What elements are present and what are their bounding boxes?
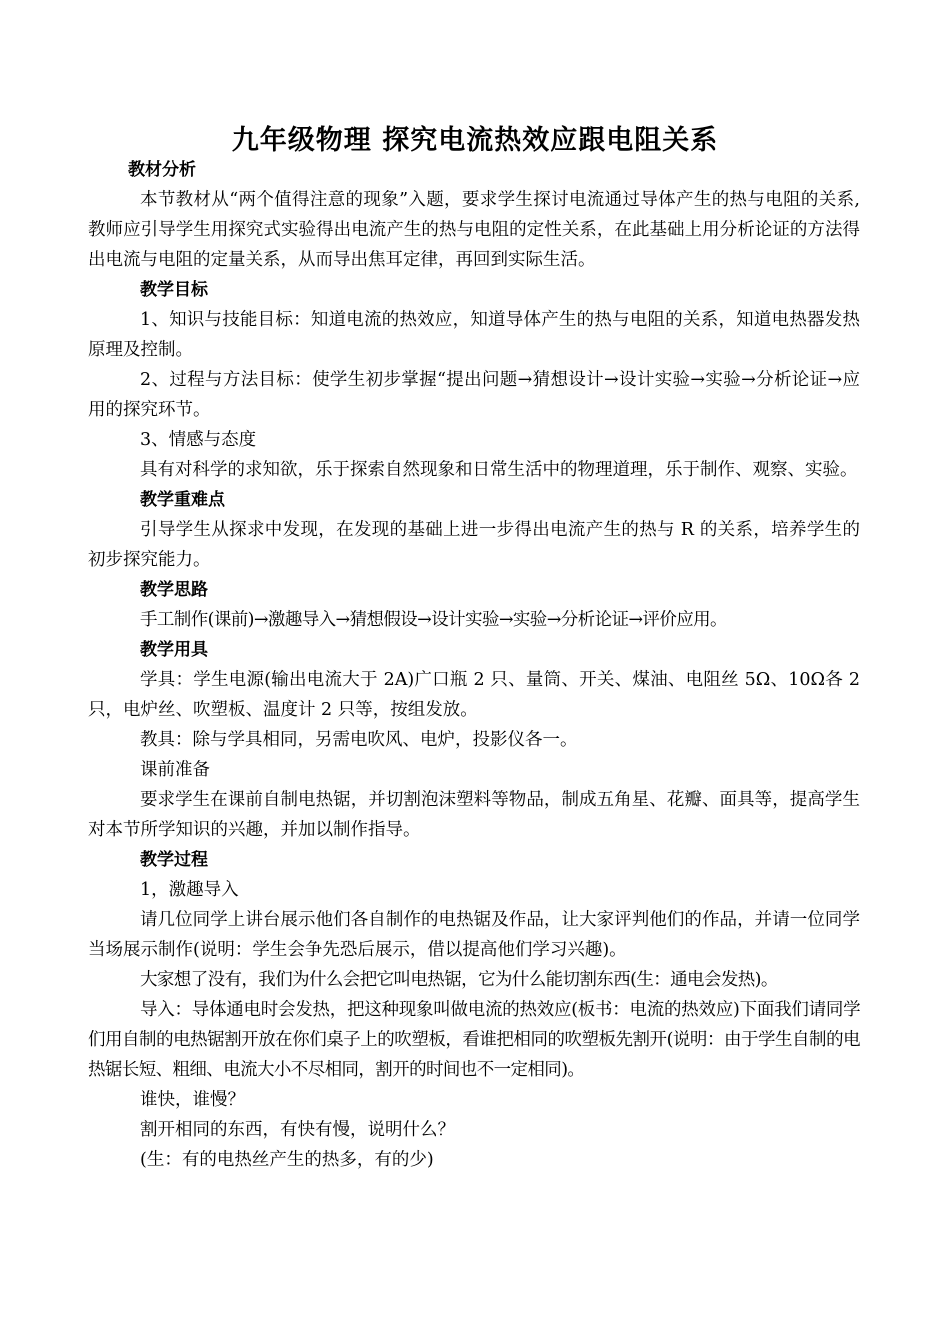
document-title: 九年级物理 探究电流热效应跟电阻关系 [231, 125, 719, 156]
paragraph: 2、过程与方法目标：使学生初步掌握“提出问题→猜想设计→设计实验→实验→分析论证→应用的探究环节。 [88, 370, 860, 420]
paragraph: (生：有的电热丝产生的热多，有的少) [140, 1150, 434, 1170]
paragraph: 谁快，谁慢？ [140, 1090, 245, 1110]
paragraph: 手工制作(课前)→激趣导入→猜想假设→设计实验→实验→分析论证→评价应用。 [140, 610, 727, 630]
paragraph: 学具：学生电源(输出电流大于 2A)广口瓶 2 只、量筒、开关、煤油、电阻丝 5Ω、10Ω各 2 只，电炉丝、吹塑板、温度计 2 只等，按组发放。 [88, 670, 860, 720]
section-heading-textbook-analysis: 教材分析 [128, 160, 196, 180]
section-heading-teaching-process: 教学过程 [140, 850, 208, 870]
paragraph: 引导学生从探求中发现，在发现的基础上进一步得出电流产生的热与 R 的关系，培养学生的初步探究能力。 [88, 520, 860, 570]
document-body [88, 155, 860, 1175]
paragraph: 大家想了没有，我们为什么会把它叫电热锯，它为什么能切割东西(生：通电会发热)。 [140, 970, 778, 990]
paragraph: 3、情感与态度 [140, 430, 257, 450]
paragraph: 要求学生在课前自制电热锯，并切割泡沫塑料等物品，制成五角星、花瓣、面具等，提高学生对本节所学知识的兴趣，并加以制作指导。 [88, 790, 860, 840]
paragraph: 1、知识与技能目标：知道电流的热效应，知道导体产生的热与电阻的关系，知道电热器发热原理及控制。 [88, 310, 860, 360]
section-heading-teaching-goals: 教学目标 [140, 280, 208, 300]
section-heading-key-difficulties: 教学重难点 [140, 490, 225, 510]
paragraph: 教具：除与学具相同，另需电吹风、电炉，投影仪各一。 [140, 730, 578, 750]
paragraph: 导入：导体通电时会发热，把这种现象叫做电流的热效应(板书：电流的热效应)下面我们请同学们用自制的电热锯割开放在你们桌子上的吹塑板，看谁把相同的吹塑板先割开(说明：由于学生自制的电热锯长短、粗细、电流大小不尽相同，割开的时间也不一定相同)。 [88, 1000, 860, 1080]
paragraph: 具有对科学的求知欲，乐于探索自然现象和日常生活中的物理道理，乐于制作、观察、实验。 [140, 460, 858, 480]
paragraph: 本节教材从“两个值得注意的现象”入题，要求学生探讨电流通过导体产生的热与电阻的关系,教师应引导学生用探究式实验得出电流产生的热与电阻的定性关系，在此基础上用分析论证的方法得出电流与电阻的定量关系，从而导出焦耳定律，再回到实际生活。 [88, 190, 860, 270]
section-heading-teaching-tools: 教学用具 [140, 640, 208, 660]
paragraph: 课前准备 [140, 760, 210, 780]
section-heading-teaching-approach: 教学思路 [140, 580, 208, 600]
paragraph: 1，激趣导入 [140, 880, 239, 900]
paragraph: 请几位同学上讲台展示他们各自制作的电热锯及作品，让大家评判他们的作品，并请一位同学当场展示制作(说明：学生会争先恐后展示，借以提高他们学习兴趣)。 [88, 910, 860, 960]
paragraph: 割开相同的东西，有快有慢，说明什么？ [140, 1120, 455, 1140]
